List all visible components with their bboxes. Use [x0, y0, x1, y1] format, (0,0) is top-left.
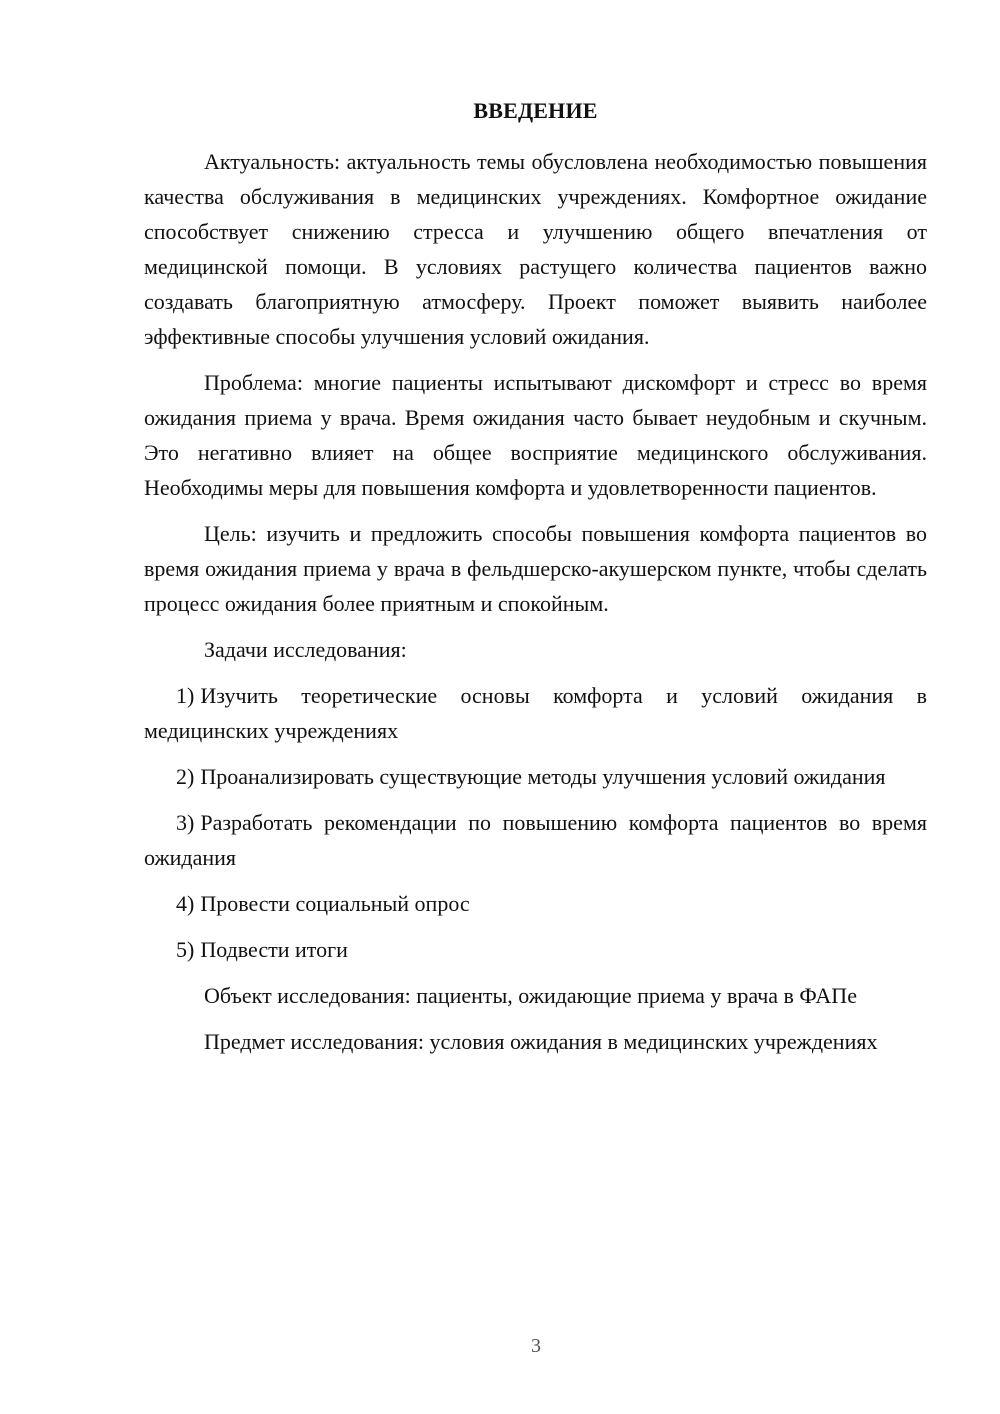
- task-text: Подвести итоги: [200, 937, 348, 962]
- task-item: [144, 805, 927, 875]
- task-text: Проанализировать существующие методы улучшения условий ожидания: [200, 764, 886, 789]
- problem-paragraph: Проблема: многие пациенты испытывают дискомфорт и стресс во время ожидания приема у врача. Время ожидания часто бывает неудобным и скучным. Это негативно влияет на общее восприятие медицинского обслуживания. Необходимы меры для повышения комфорта и удовлетворенности пациентов.: [144, 370, 927, 500]
- tasks-title: Задачи исследования:: [204, 637, 407, 662]
- subject-paragraph: Предмет исследования: условия ожидания в медицинских учреждениях: [204, 1029, 878, 1054]
- task-item: [144, 932, 927, 967]
- task-number: 3): [176, 810, 195, 835]
- task-item: [144, 678, 927, 748]
- task-number: 1): [176, 683, 195, 708]
- relevance-paragraph: Актуальность: актуальность темы обусловлена необходимостью повышения качества обслуживания в медицинских учреждениях. Комфортное ожидание способствует снижению стресса и улучшению общего впечатления от медицинской помощи. В условиях растущего количества пациентов важно создавать благоприятную атмосферу. Проект поможет выявить наиболее эффективные способы улучшения условий ожидания.: [144, 149, 927, 349]
- page-content: [144, 96, 927, 1070]
- task-text: Изучить теоретические основы комфорта и условий ожидания в медицинских учреждениях: [144, 683, 927, 743]
- task-number: 2): [176, 764, 195, 789]
- page-number: 3: [531, 1335, 541, 1357]
- goal-paragraph: Цель: изучить и предложить способы повышения комфорта пациентов во время ожидания приема у врача в фельдшерско-акушерском пункте, чтобы сделать процесс ожидания более приятным и спокойным.: [144, 521, 927, 616]
- task-number: 4): [176, 891, 195, 916]
- page-title: ВВЕДЕНИЕ: [473, 98, 598, 123]
- task-number: 5): [176, 937, 195, 962]
- task-item: [144, 886, 927, 921]
- task-text: Провести социальный опрос: [200, 891, 470, 916]
- object-paragraph: Объект исследования: пациенты, ожидающие приема у врача в ФАПе: [204, 983, 857, 1008]
- task-item: [144, 759, 927, 794]
- task-text: Разработать рекомендации по повышению комфорта пациентов во время ожидания: [144, 810, 927, 870]
